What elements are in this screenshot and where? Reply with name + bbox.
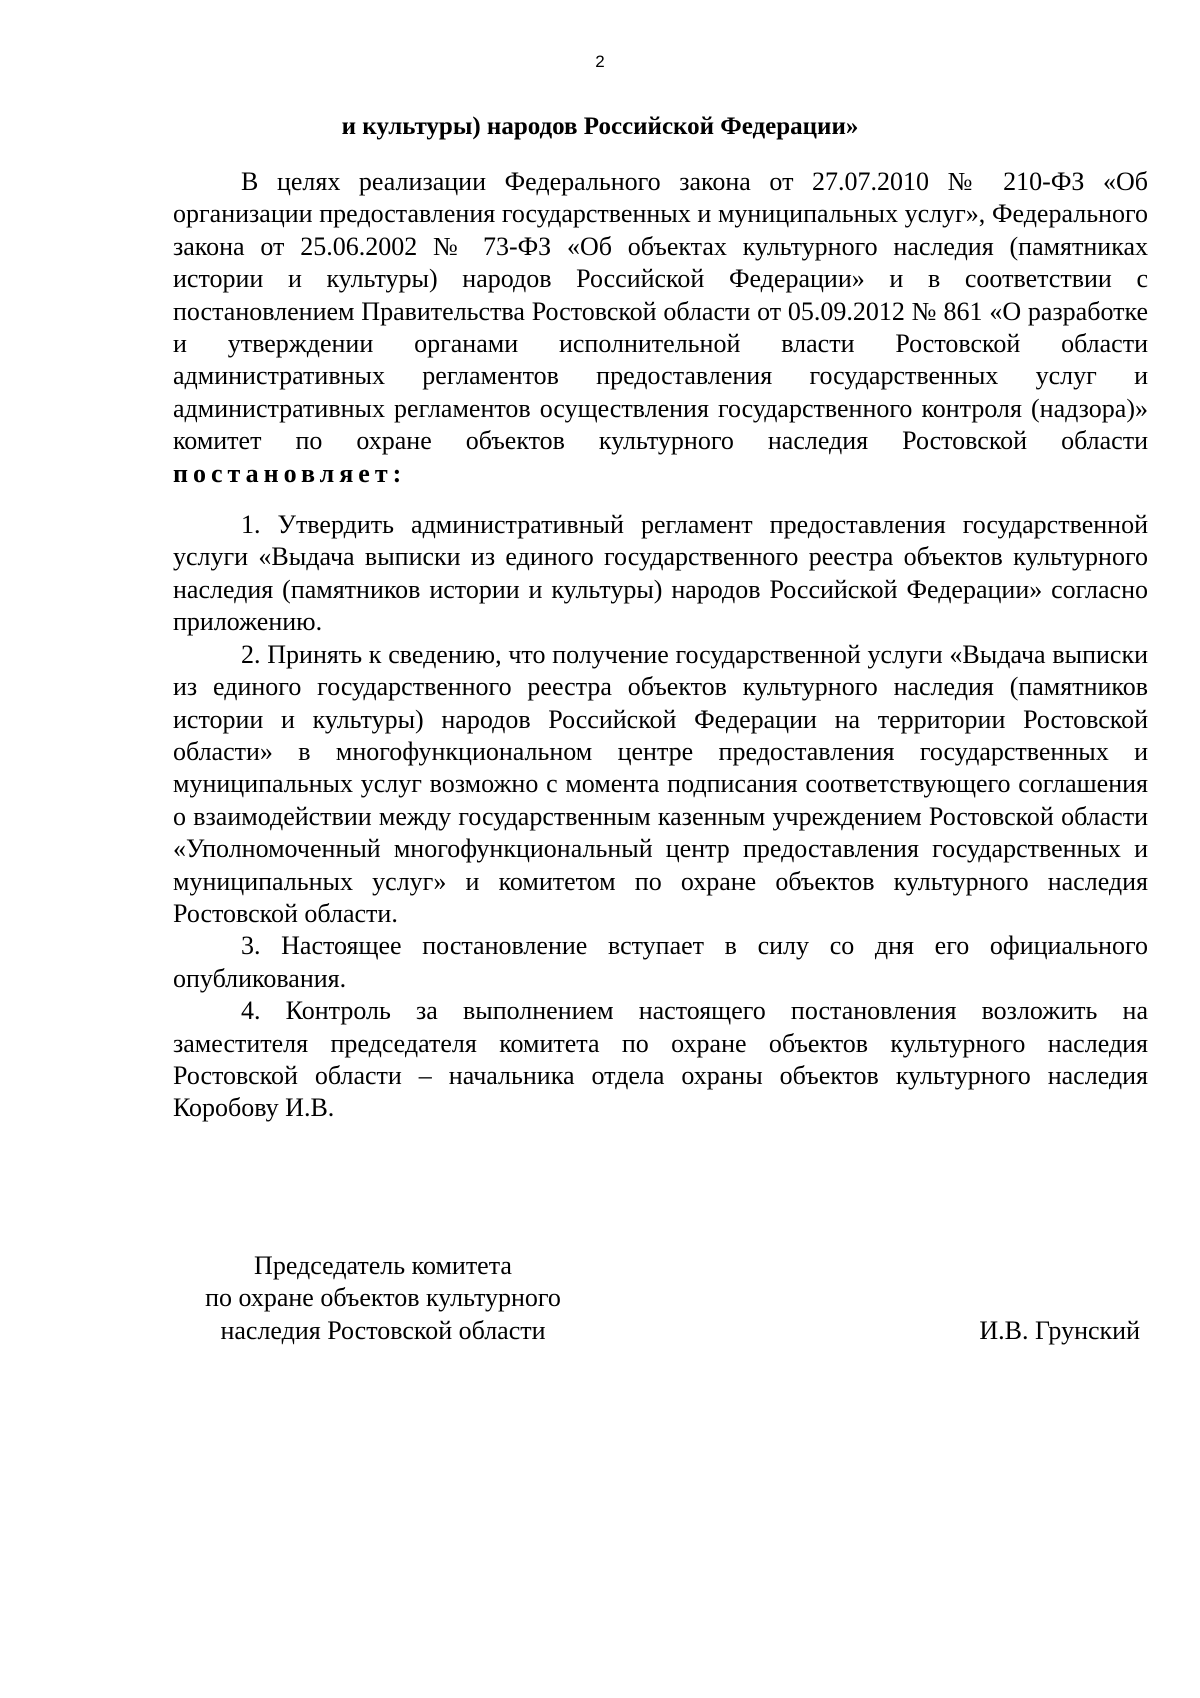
decree-keyword: постановляет:	[173, 458, 407, 488]
signatory-title-line-3: наследия Ростовской области	[220, 1315, 546, 1345]
item-paragraph-2: 2. Принять к сведению, что получение государственной услуги «Выдача выписки из единого государственного реестра объектов культурного наследия (памятников истории и культуры) народов Российской Федерации на территории Ростовской области» в многофункциональном центре предоставления государственных и муниципальных услуг возможно с момента подписания соответствующего соглашения о взаимодействии между государственным казенным учреждением Ростовской области «Уполномоченный многофункциональный центр предоставления государственных и муниципальных услуг» и комитетом по охране объектов культурного наследия Ростовской области.	[173, 639, 1148, 928]
preamble-paragraph	[173, 166, 1148, 490]
preamble-text: В целях реализации Федерального закона от 27.07.2010 № 210-ФЗ «Об организации предоставления государственных и муниципальных услуг», Федерального закона от 25.06.2002 № 73-ФЗ «Об объектах культурного наследия (памятниках истории и культуры) народов Российской Федерации» и в соответствии с постановлением Правительства Ростовской области от 05.09.2012 № 861 «О разработке и утверждении органами исполнительной власти Ростовской области административных регламентов предоставления государственных услуг и административных регламентов осуществления государственного контроля (надзора)» комитет по охране объектов культурного наследия Ростовской области	[173, 167, 1148, 456]
item-paragraph-4: 4. Контроль за выполнением настоящего постановления возложить на заместителя председателя комитета по охране объектов культурного наследия Ростовской области – начальника отдела охраны объектов культурного наследия Коробову И.В.	[173, 996, 1148, 1123]
document-title-continuation: и культуры) народов Российской Федерации»	[341, 113, 859, 140]
signatory-title-line-1: Председатель комитета	[254, 1251, 512, 1280]
page-number: 2	[595, 52, 605, 71]
item-paragraph-3: 3. Настоящее постановление вступает в силу со дня его официального опубликования.	[173, 931, 1148, 993]
signatory-name: И.В. Грунский	[979, 1315, 1140, 1345]
item-paragraph-1: 1. Утвердить административный регламент предоставления государственной услуги «Выдача выписки из единого государственного реестра объектов культурного наследия (памятников истории и культуры) народов Российской Федерации» согласно приложению.	[173, 510, 1148, 637]
signatory-title-line-2: по охране объектов культурного	[205, 1283, 561, 1313]
signatory-title	[173, 1250, 593, 1347]
document-body	[173, 166, 1148, 1125]
